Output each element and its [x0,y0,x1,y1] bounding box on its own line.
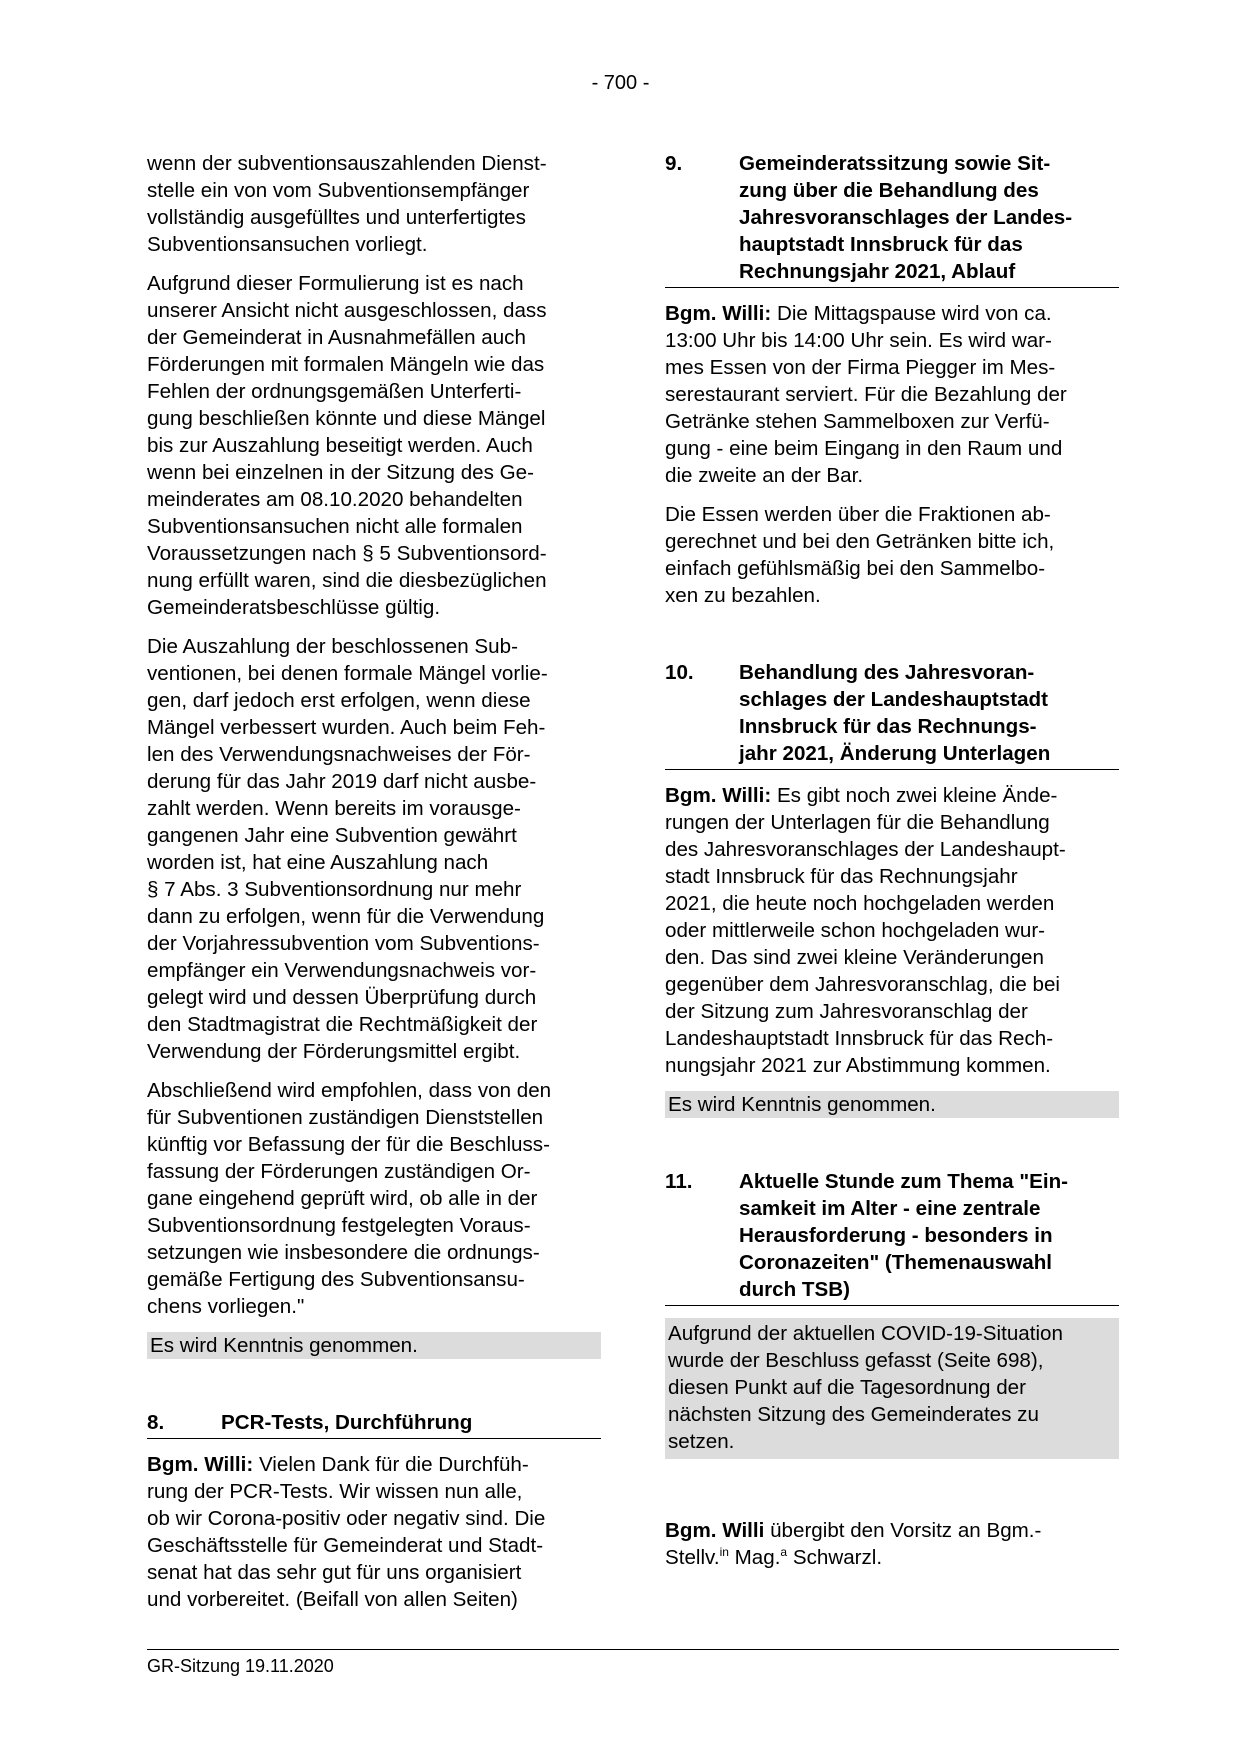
speaker-name: Bgm. Willi [665,1519,765,1542]
section-10-body: Bgm. Willi: Es gibt noch zwei kleine Ände- rungen der Unterlagen für die Behandlung des Jahresvoranschlages der Landeshaupt- stadt Innsbruck für das Rechnungsjahr 2021, die heute noch hochgeladen werden oder mittlerweile schon hochgeladen wur- den. Das sind zwei kleine Veränderungen gegenüber dem Jahresvoranschlag, die bei der Sitzung zum Jahresvoranschlag der Landeshauptstadt Innsbruck für das Rech- nungsjahr 2021 zur Abstimmung kommen. [665,784,1066,1077]
section-11-note: Aufgrund der aktuellen COVID-19-Situation wurde der Beschluss gefasst (Seite 698), diesen Punkt auf die Tagesordnung der nächsten Sitzung des Gemeinderates zu setzen. [665,1318,1119,1459]
section-8-body: Bgm. Willi: Vielen Dank für die Durchfüh- rung der PCR-Tests. Wir wissen nun alle, ob wir Corona-positiv oder negativ sind. Die Geschäftsstelle für Gemeinderat und Stadt- senat hat das sehr gut für uns organisiert und vorbereitet. (Beifall von allen Seiten) [147,1453,546,1611]
note-kenntnis: Es wird Kenntnis genommen. [665,1091,1119,1118]
paragraph-3: Die Auszahlung der beschlossenen Sub- ventionen, bei denen formale Mängel vorlie- gen, darf jedoch erst erfolgen, wenn diese Mängel verbessert wurden. Auch beim Feh- len des Verwendungsnachweises der För- derung für das Jahr 2019 darf nicht ausbe- zahlt werden. Wenn bereits im vorausge- gangenen Jahr eine Subvention gewährt worden ist, hat eine Auszahlung nach § 7 Abs. 3 Subventionsordnung nur mehr dann zu erfolgen, wenn für die Verwendung der Vorjahressubvention vom Subventions- empfänger ein Verwendungsnachweis vor- gelegt wird und dessen Überprüfung durch den Stadtmagistrat die Rechtmäßigkeit der Verwendung der Förderungsmittel ergibt. [147,635,548,1063]
section-9-body: Bgm. Willi: Die Mittagspause wird von ca. 13:00 Uhr bis 14:00 Uhr sein. Es wird war- mes Essen von der Firma Piegger im Mes- serestaurant serviert. Für die Bezahlung der Getränke stehen Sammelboxen zur Verfü- gung - eine beim Eingang in den Raum und die zweite an der Bar. [665,302,1067,487]
footer-divider [147,1649,1119,1650]
section-11-heading [665,1168,1119,1306]
paragraph-4: Abschließend wird empfohlen, dass von den für Subventionen zuständigen Dienststellen künftig vor Befassung der für die Beschluss- fassung der Förderungen zuständigen Or- gane eingehend geprüft wird, ob alle in der Subventionsordnung festgelegten Voraus- setzungen wie insbesondere die ordnungs- gemäße Fertigung des Subventionsansu- chens vorliegen." [147,1079,552,1318]
paragraph-1: wenn der subventionsauszahlenden Dienst- stelle ein von vom Subventionsempfänger vollständig ausgefülltes und unterfertigtes Subventionsansuchen vorliegt. [147,152,547,256]
section-9-body-2: Die Essen werden über die Fraktionen ab- gerechnet und bei den Getränken bitte ich, einfach gefühlsmäßig bei den Sammelbo- xen zu bezahlen. [665,503,1055,607]
speaker-name: Bgm. Willi: [665,302,772,325]
section-8-heading [147,1409,601,1439]
section-title: Behandlung des Jahresvoran- schlages der Landeshauptstadt Innsbruck für das Rechnungs- jahr 2021, Änderung Unterlagen [739,661,1051,765]
section-title: PCR-Tests, Durchführung [221,1411,473,1434]
section-number: 9. [665,152,683,175]
speaker-name: Bgm. Willi: [665,784,772,807]
section-number: 11. [665,1170,693,1193]
page-number: - 700 - [591,72,650,94]
speaker-name: Bgm. Willi: [147,1453,254,1476]
section-number: 10. [665,661,694,684]
right-column [665,150,1119,1583]
section-number: 8. [147,1411,165,1434]
section-10-heading [665,659,1119,770]
paragraph-2: Aufgrund dieser Formulierung ist es nach unserer Ansicht nicht ausgeschlossen, dass der Gemeinderat in Ausnahmefällen auch Förderungen mit formalen Mängeln wie das Fehlen der ordnungsgemäßen Unterferti- gung beschließen könnte und diese Mängel bis zur Auszahlung beseitigt werden. Auch wenn bei einzelnen in der Sitzung des Ge- meinderates am 08.10.2020 behandelten Subventionsansuchen nicht alle formalen Voraussetzungen nach § 5 Subventionsord- nung erfüllt waren, sind die diesbezüglichen Gemeinderatsbeschlüsse gültig. [147,272,547,619]
note-kenntnis: Es wird Kenntnis genommen. [147,1332,601,1359]
footer: GR-Sitzung 19.11.2020 [147,1656,334,1676]
closing-paragraph: Bgm. Willi übergibt den Vorsitz an Bgm.- Stellv.$^{in}$ Mag.$^a$ Schwarzl. [665,1519,1042,1569]
left-column [147,150,601,1625]
section-9-heading [665,150,1119,288]
section-title: Gemeinderatssitzung sowie Sit- zung über die Behandlung des Jahresvoranschlages der Landes- hauptstadt Innsbruck für das Rechnungsjahr 2021, Ablauf [739,152,1073,283]
section-title: Aktuelle Stunde zum Thema "Ein- samkeit im Alter - eine zentrale Herausforderung - besonders in Coronazeiten" (Themenauswahl durch TSB) [739,1170,1069,1301]
